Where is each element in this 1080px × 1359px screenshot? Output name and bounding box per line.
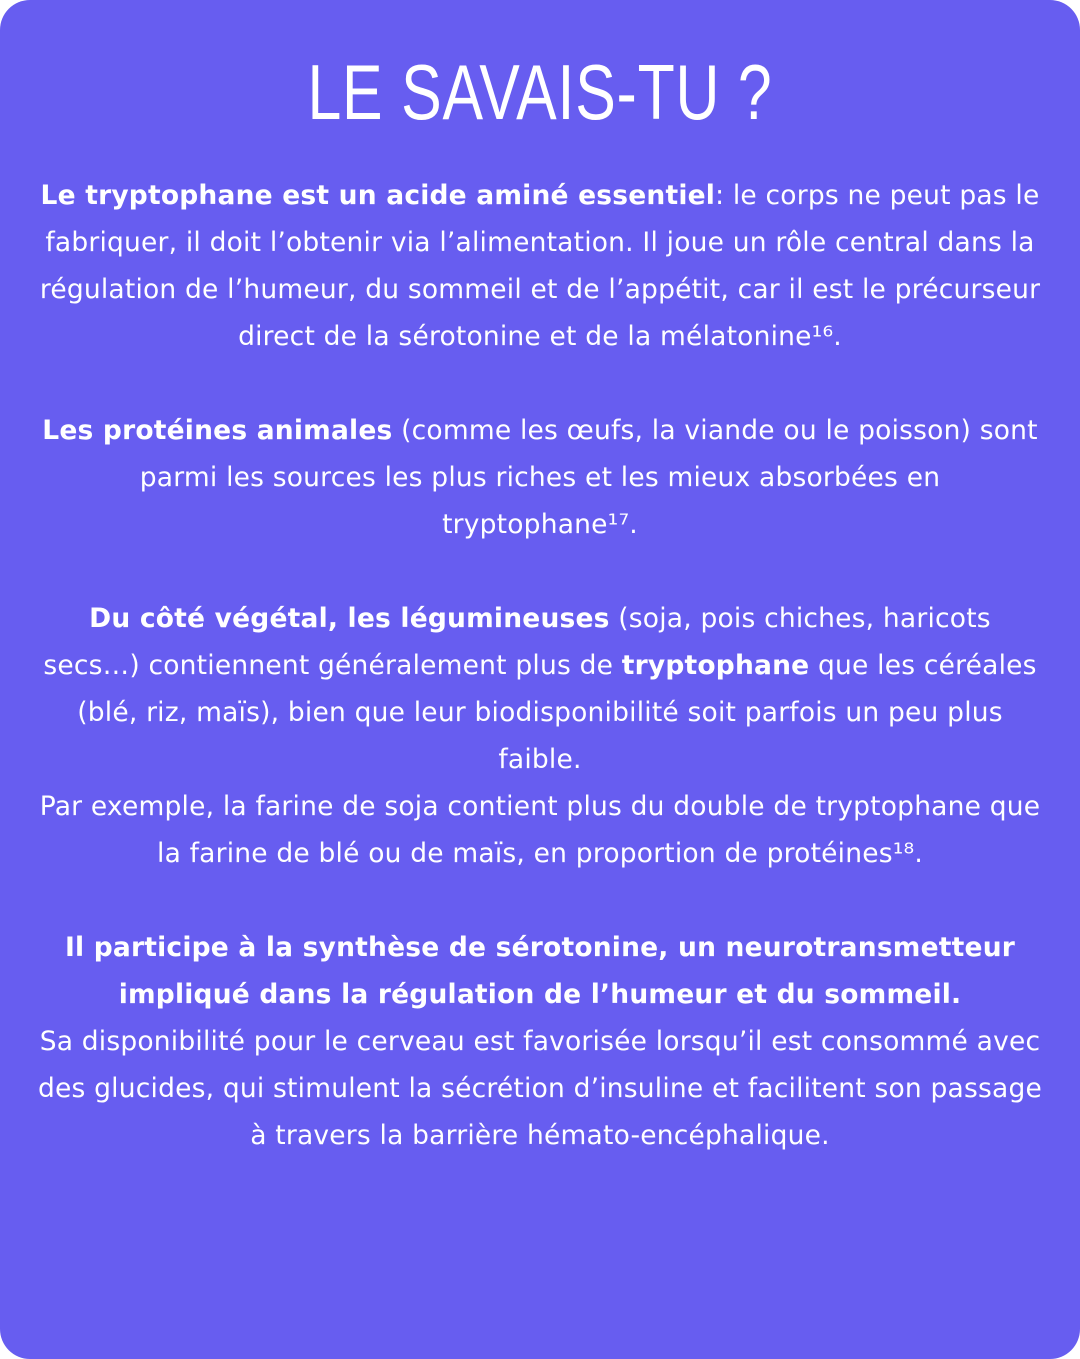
paragraph-brain-availability: Sa disponibilité pour le cerveau est favorisée lorsqu’il est consommé avec des glucides, qui stimulent la sécrétion d’insuline et facilitent son passage à travers la barrière hémato-encéphalique. [38,1026,1042,1151]
paragraph-spacer [38,548,1042,595]
paragraph-text: que les céréales (blé, riz, maïs), bien que leur biodisponibilité soit parfois un peu plus faible. [77,650,1037,775]
paragraph-text: : le corps ne peut pas le fabriquer, il doit l’obtenir via l’alimentation. Il joue un rôle central dans la régulation de l’humeur, du sommeil et de l’appétit, car il est le précurseur direct de la sérotonine et de la mélatonine¹⁶. [39,180,1041,352]
paragraph-text: (comme les œufs, la viande ou le poisson) sont parmi les sources les plus riches et les mieux absorbées en tryptophane¹⁷. [139,415,1038,540]
paragraph-animal-proteins [38,407,1042,548]
paragraph-soy-example: Par exemple, la farine de soja contient plus du double de tryptophane que la farine de blé ou de maïs, en proportion de protéines¹⁸. [39,791,1041,869]
bold-lead: Les protéines animales [42,415,393,446]
bold-lead: Le tryptophane est un acide aminé essentiel [40,180,716,211]
card-title: LE SAVAIS-TU ? [307,48,773,136]
paragraph-spacer [38,877,1042,924]
paragraph-spacer [38,360,1042,407]
bold-lead: Il participe à la synthèse de sérotonine, un neurotransmetteur impliqué dans la régulation de l’humeur et du sommeil. [64,932,1016,1010]
paragraph-legumes [38,595,1042,783]
paragraph-text: (soja, pois chiches, haricots secs…) contiennent généralement plus de [43,603,991,681]
bold-term: tryptophane [621,650,810,681]
paragraph-essential-amino-acid [38,172,1042,360]
paragraph-serotonin-synthesis [38,924,1042,1018]
bold-lead: Du côté végétal, les légumineuses [89,603,610,634]
